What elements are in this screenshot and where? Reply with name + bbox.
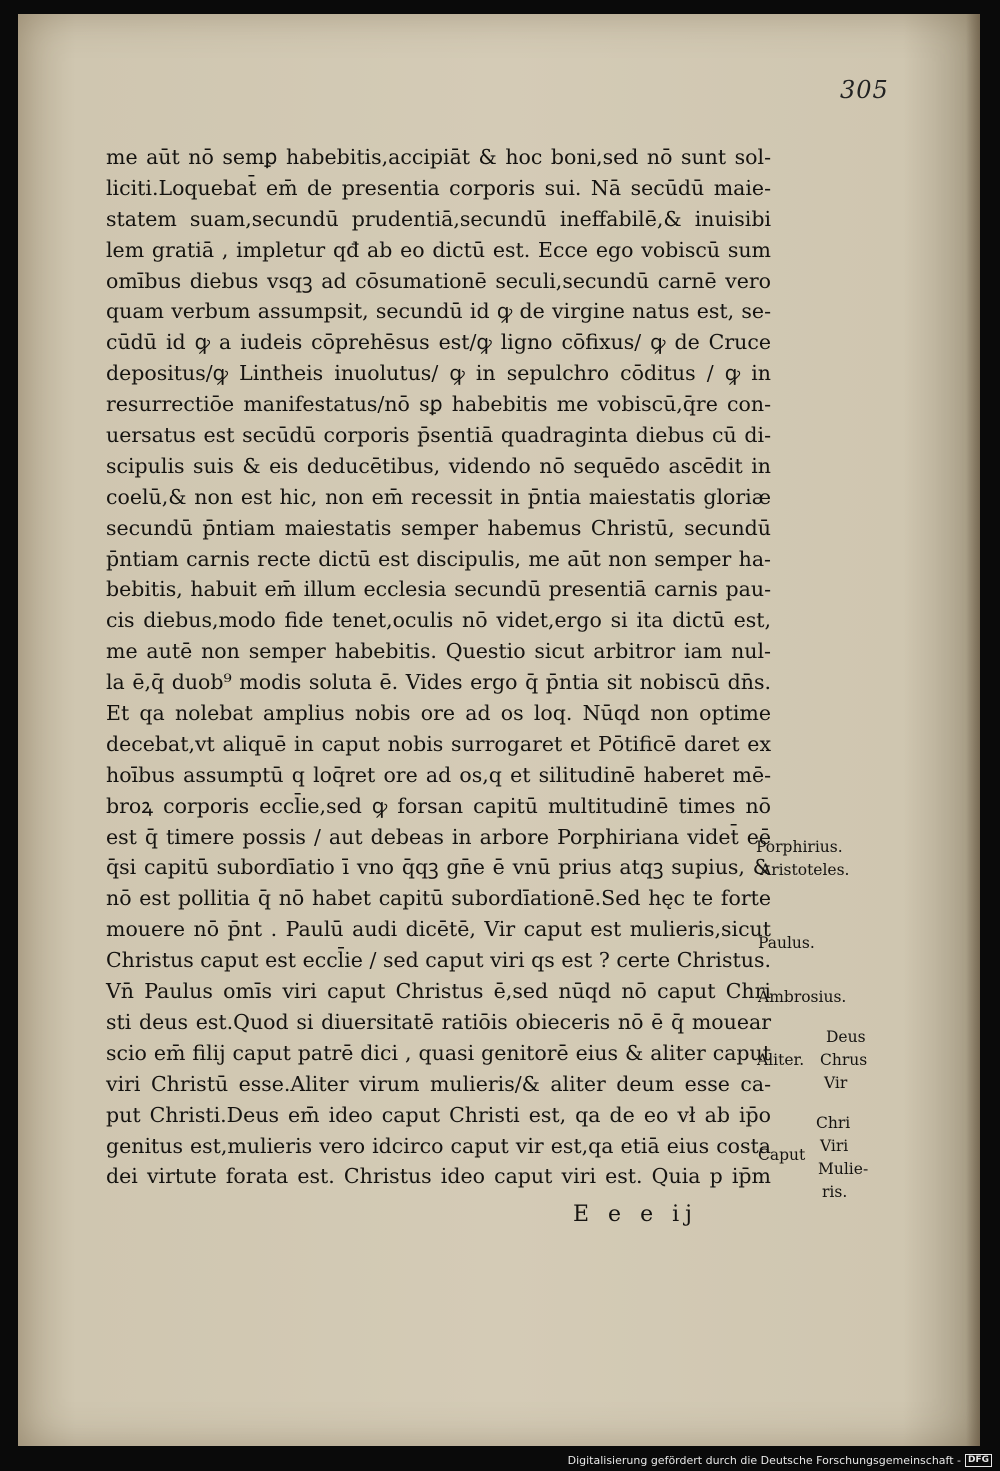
text-line: statem suam,secundū prudentiā,secundū ineffabilē,& inuisibi <box>106 206 771 231</box>
text-line: resurrectiōe manifestatus/nō sꝑ habebitis me vobiscū,q̄re con- <box>106 392 771 417</box>
text-line: genitus est,mulieris vero idcirco caput vir est,qa etiā eius costa <box>106 1133 771 1158</box>
text-line: hoībus assumptū q loq̄ret ore ad os,q et silitudinē haberet mē- <box>106 762 771 787</box>
margin-note-chri: Chri <box>816 1114 851 1132</box>
catchword: E e e ij <box>573 1202 698 1227</box>
text-line: nō est pollitia q̄ nō habet capitū subordīationē.Sed hęc te forte <box>106 886 771 911</box>
margin-note-caput: Caput <box>758 1146 806 1164</box>
margin-note-vir: Vir <box>824 1074 848 1092</box>
margin-note-viri: Viri <box>820 1137 849 1155</box>
text-line: scio em̄ filij caput patrē dici , quasi genitorē eius & aliter caput <box>106 1040 771 1065</box>
margin-note-aliter: Aliter. <box>757 1051 805 1069</box>
margin-note-aristoteles: Aristoteles. <box>760 861 850 879</box>
text-line: scipulis suis & eis deducētibus, videndo nō sequēdo ascēdit in <box>106 453 771 478</box>
text-line: me aūt nō semꝑ habebitis,accipiāt & hoc boni,sed nō sunt sol- <box>106 145 771 169</box>
text-line: Christus caput est eccl̄ie / sed caput viri qs est ? certe Christus. <box>106 948 771 973</box>
digitization-credit <box>568 1454 992 1467</box>
margin-note-ambrosius: Ambrosius. <box>758 988 847 1006</box>
book-page <box>18 14 980 1446</box>
margin-note-mulie: Mulie- <box>818 1160 869 1178</box>
folio-number: 305 <box>840 76 889 104</box>
text-line: sti deus est.Quod si diuersitatē ratiōis obieceris nō ē q̄ mouear <box>106 1009 771 1034</box>
text-line: est q̄ timere possis / aut debeas in arbore Porphiriana videt̄ eē <box>106 824 771 849</box>
margin-note-paulus: Paulus. <box>758 934 815 952</box>
text-line: secundū p̄ntiam maiestatis semper habemus Christū, secundū <box>106 515 771 540</box>
margin-note-porphirius: Porphirius. <box>756 838 843 856</box>
text-line: mouere nō p̄nt . Paulū audi dicētē, Vir caput est mulieris,sicut <box>106 917 771 942</box>
text-line: viri Christū esse.Aliter virum mulieris/& aliter deum esse ca- <box>106 1071 771 1096</box>
text-line: lem gratiā , impletur qđ ab eo dictū est. Ecce ego vobiscū sum <box>106 237 771 262</box>
text-line: bebitis, habuit em̄ illum ecclesia secundū presentiā carnis pau- <box>106 577 771 602</box>
text-line: decebat,vt aliquē in caput nobis surrogaret et Pōtificē daret ex <box>106 731 771 756</box>
text-line: p̄ntiam carnis recte dictū est discipulis, me aūt non semper ha- <box>106 546 771 571</box>
credit-text: Digitalisierung gefördert durch die Deutsche Forschungsgemeinschaft - <box>567 1454 961 1467</box>
text-line: put Christi.Deus em̄ ideo caput Christi est, qa de eo vł ab ip̄o <box>106 1102 771 1127</box>
text-line: la ē,q̄ duob⁹ modis soluta ē. Vides ergo q̄ p̄ntia sit nobiscū dn̄s. <box>106 670 771 695</box>
margin-note-ris: ris. <box>822 1183 848 1201</box>
body-text <box>106 142 771 1192</box>
text-line: liciti.Loquebat̄ em̄ de presentia corporis sui. Nā secūdū maie- <box>106 175 771 200</box>
text-line: coelū,& non est hic, non em̄ recessit in p̄ntia maiestatis gloriæ <box>106 484 771 509</box>
text-line: depositus/ꝙ Lintheis inuolutus/ ꝙ in sepulchro cōditus / ꝙ in <box>106 361 771 386</box>
text-line: q̄si capitū subordīatio ī vno q̄qꝫ gn̄e ē vnū prius atqꝫ supius, & <box>106 855 771 880</box>
text-line: dei virtute forata est. Christus ideo caput viri est. Quia p ip̄m <box>106 1164 771 1189</box>
text-line: me autē non semper habebitis. Questio sicut arbitror iam nul- <box>106 639 771 664</box>
text-line: uersatus est secūdū corporis p̄sentiā quadraginta diebus cū di- <box>106 423 771 448</box>
text-line: Vn̄ Paulus omīs viri caput Christus ē,sed nūqd nō caput Chri <box>106 979 771 1004</box>
margin-note-deus: Deus <box>826 1028 866 1046</box>
text-line: omībus diebus vsqꝫ ad cōsumationē seculi,secundū carnē vero <box>106 268 771 293</box>
text-line: cis diebus,modo fide tenet,oculis nō videt,ergo si ita dictū est, <box>106 608 771 633</box>
text-line: cūdū id ꝙ a iudeis cōprehēsus est/ꝙ ligno cōfixus/ ꝙ de Cruce <box>106 330 771 355</box>
text-line: quam verbum assumpsit, secundū id ꝙ de virgine natus est, se- <box>106 299 771 324</box>
text-line: broꝝ corporis eccl̄ie,sed ꝙ forsan capitū multitudinē times nō <box>106 793 771 818</box>
text-line: Et qa nolebat amplius nobis ore ad os loq. Nūqd non optime <box>106 701 771 726</box>
dfg-logo: DFG <box>965 1454 992 1467</box>
page-edge-shadow <box>966 14 980 1446</box>
margin-note-chrus: Chrus <box>820 1051 868 1069</box>
